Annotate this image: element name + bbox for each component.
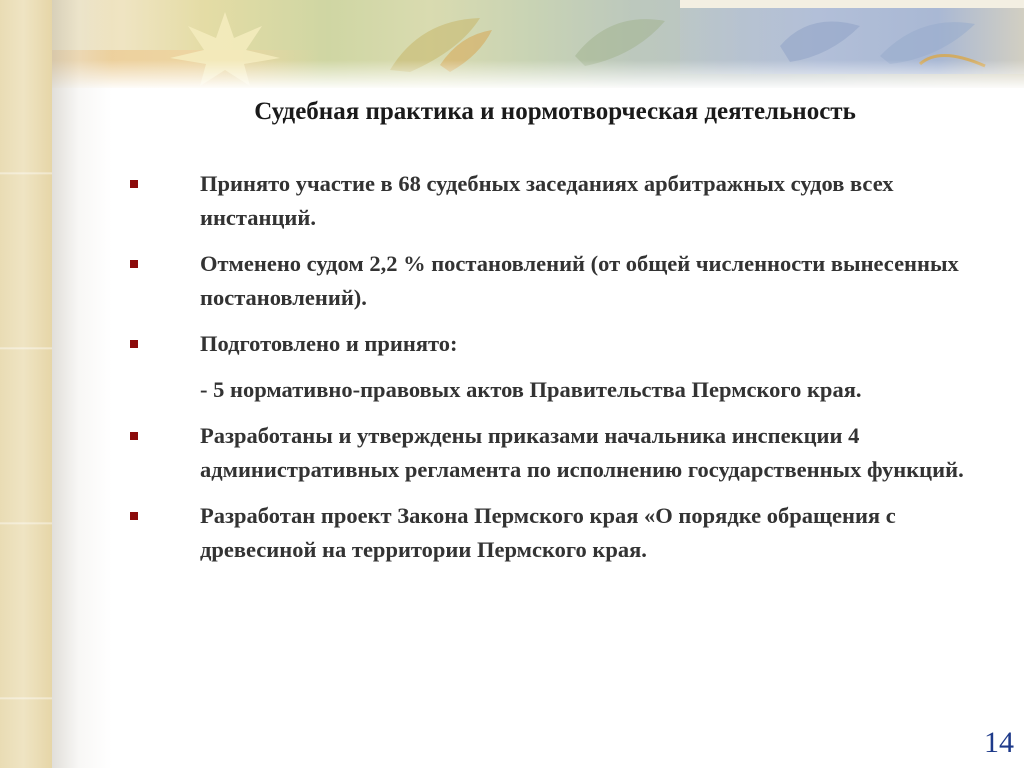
list-item-text: Принято участие в 68 судебных заседаниях арбитражных судов всех инстанций.	[200, 171, 894, 230]
decorative-left-strip	[0, 0, 52, 768]
bullet-square-icon	[130, 512, 138, 520]
list-item	[128, 419, 998, 487]
slide-title: Судебная практика и нормотворческая деятельность	[254, 98, 856, 125]
bullet-square-icon	[130, 180, 138, 188]
list-item	[128, 167, 998, 235]
list-item	[128, 499, 998, 567]
bullet-square-icon	[130, 260, 138, 268]
header-fade	[52, 60, 1024, 90]
bullet-list	[128, 167, 998, 579]
list-item	[128, 247, 998, 315]
bullet-square-icon	[130, 432, 138, 440]
list-item-text: Подготовлено и принято:	[200, 331, 458, 356]
list-item	[128, 327, 998, 361]
decorative-left-shadow	[52, 0, 112, 768]
list-item-text: Разработан проект Закона Пермского края «О порядке обращения с древесиной на территории Пермского края.	[200, 503, 896, 562]
list-item-text: - 5 нормативно-правовых актов Правительства Пермского края.	[200, 377, 862, 402]
bullet-square-icon	[130, 340, 138, 348]
list-item-text: Разработаны и утверждены приказами начальника инспекции 4 административных регламента по исполнению государственных функций.	[200, 423, 964, 482]
list-item-text: Отменено судом 2,2 % постановлений (от общей численности вынесенных постановлений).	[200, 251, 959, 310]
list-subitem	[128, 373, 998, 407]
page-number: 14	[984, 726, 1014, 759]
